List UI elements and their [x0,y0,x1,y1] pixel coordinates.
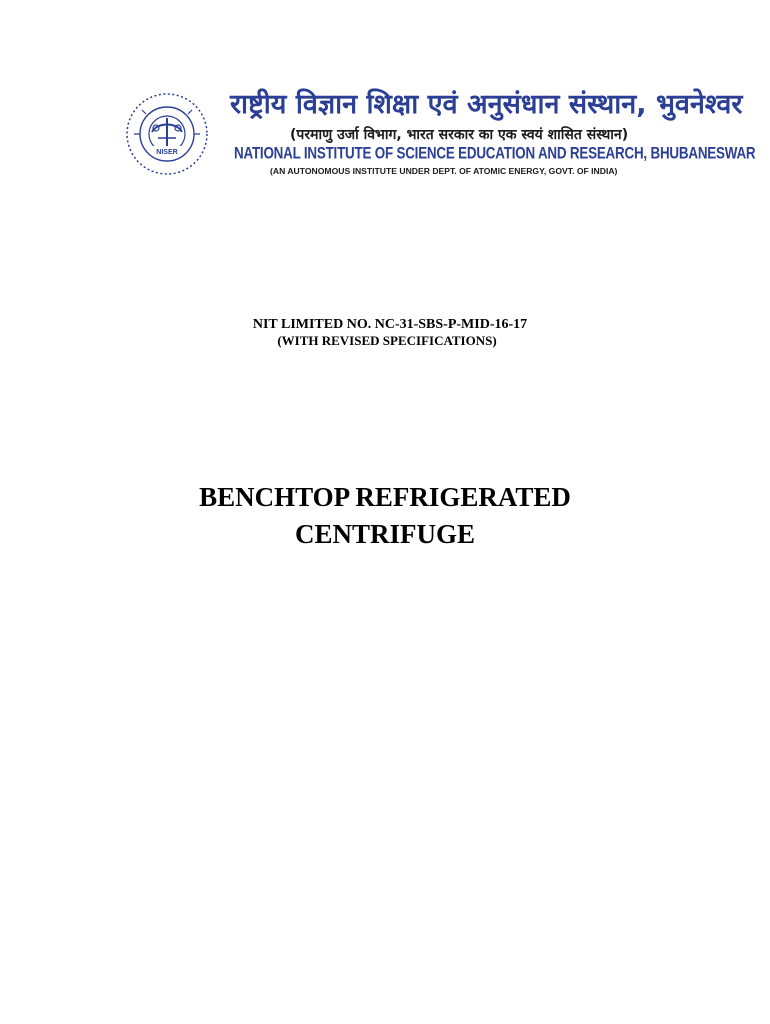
notice-number: NIT LIMITED NO. NC-31-SBS-P-MID-16-17 [252,317,528,332]
notice-subtitle: (WITH REVISED SPECIFICATIONS) [277,333,497,348]
logo-text: NISER [156,149,178,156]
institute-subtitle-hindi: (परमाणु उर्जा विभाग, भारत सरकार का एक स्वयं शासित संस्थान) [290,127,629,143]
institute-name-english: NATIONAL INSTITUTE OF SCIENCE EDUCATION AND RESEARCH, BHUBANESWAR [234,143,756,162]
institute-name-hindi: राष्ट्रीय विज्ञान शिक्षा एवं अनुसंधान संस्थान, भुवनेश्वर [230,89,743,120]
niser-seal-icon [112,88,222,180]
document-title-line-1: BENCHTOP REFRIGERATED [199,482,571,512]
institute-subtitle-english: (AN AUTONOMOUS INSTITUTE UNDER DEPT. OF ATOMIC ENERGY, GOVT. OF INDIA) [270,166,618,176]
document-title-line-2: CENTRIFUGE [294,519,476,549]
